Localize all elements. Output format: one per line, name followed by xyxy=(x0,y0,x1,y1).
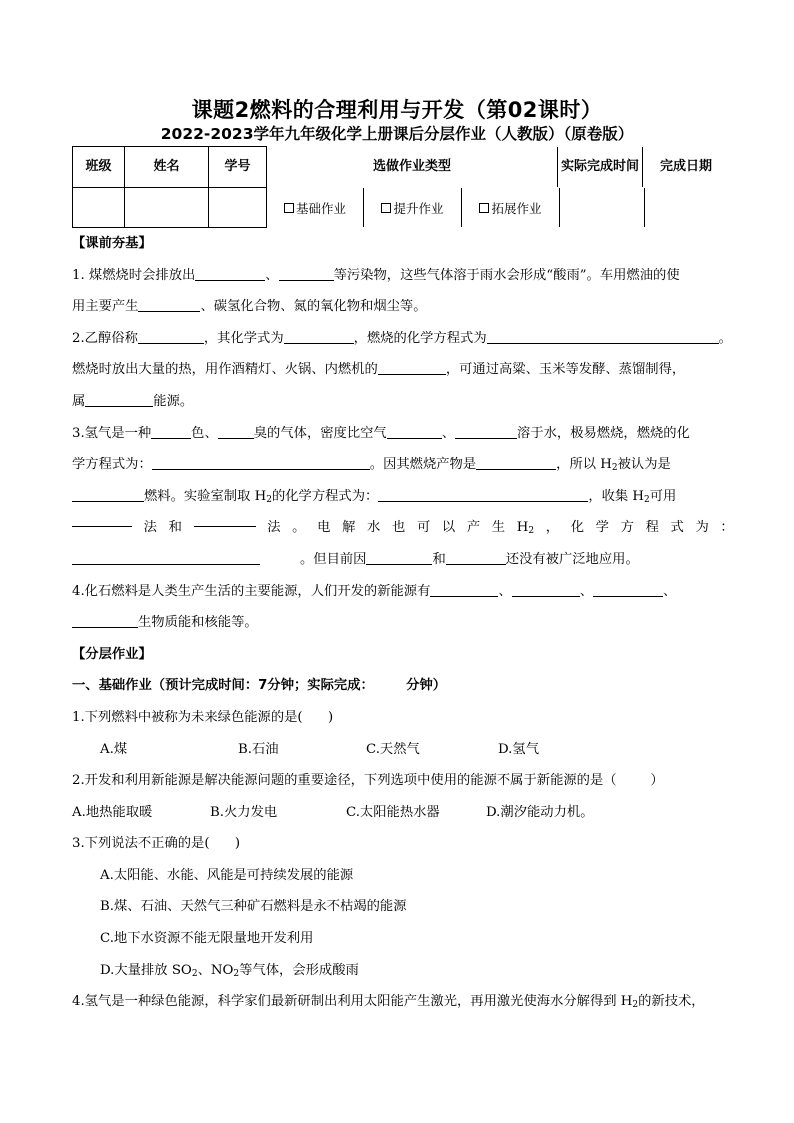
header-homework-type: 选做作业类型 xyxy=(267,147,558,187)
option-a[interactable]: A.地热能取暖 xyxy=(72,804,153,820)
blank[interactable] xyxy=(72,512,132,527)
option-extend[interactable]: 拓展作业 xyxy=(462,188,560,227)
blank[interactable] xyxy=(85,392,153,407)
blank[interactable] xyxy=(455,424,517,439)
blank[interactable] xyxy=(195,266,265,281)
cell-student-id[interactable] xyxy=(209,188,267,228)
option-a[interactable]: A.太阳能、水能、风能是可持续发展的能源 xyxy=(100,867,354,883)
option-basic[interactable]: 基础作业 xyxy=(267,188,364,227)
blank[interactable] xyxy=(72,487,144,502)
blank[interactable] xyxy=(218,424,254,439)
blank[interactable] xyxy=(72,613,138,628)
mc-question-2-stem: 2.开发和利用新能源是解决能源问题的重要途径，下列选项中使用的能源不属于新能源的是（ ） xyxy=(72,773,664,789)
section-heading-preclass: 【课前夯基】 xyxy=(72,236,152,251)
worksheet-content xyxy=(72,228,734,1018)
cell-class[interactable] xyxy=(73,188,125,228)
header-completion-date: 完成日期 xyxy=(643,147,730,187)
blank[interactable] xyxy=(593,582,663,597)
question-3-line-5: 。但目前因 和 还没有被广泛地应用。 xyxy=(72,544,734,576)
blank[interactable] xyxy=(378,487,588,502)
option-c[interactable]: C.太阳能热水器 xyxy=(346,804,440,820)
question-3-line-2: 学方程式为： 。因其燃烧产物是 ，所以 $H_2$被认为是 xyxy=(72,457,671,474)
blank[interactable] xyxy=(138,297,200,312)
blank[interactable] xyxy=(366,550,432,565)
question-2-line-1: 2.乙醇俗称 ，其化学式为 ，燃烧的化学方程式为 。 xyxy=(72,330,732,346)
cell-completion-date[interactable] xyxy=(645,188,732,227)
page-subtitle: 2022-2023学年九年级化学上册课后分层作业（人教版）（原卷版） xyxy=(160,125,634,143)
option-c[interactable]: C.天然气 xyxy=(366,741,420,757)
mc-question-3-stem: 3.下列说法不正确的是( ) xyxy=(72,836,241,852)
blank[interactable] xyxy=(152,455,370,470)
option-a[interactable]: A.煤 xyxy=(100,741,128,757)
option-d[interactable]: D.氢气 xyxy=(498,741,540,757)
mc-question-2-options xyxy=(72,797,734,829)
mc-question-1-options xyxy=(72,734,734,766)
section-heading-layered: 【分层作业】 xyxy=(72,646,152,662)
page-title: 课题2燃料的合理利用与开发（第02课时） xyxy=(191,98,603,122)
header-actual-time: 实际完成时间 xyxy=(558,147,643,187)
option-improve[interactable]: 提升作业 xyxy=(364,188,462,227)
cell-actual-time[interactable] xyxy=(560,188,645,227)
checkbox-icon xyxy=(284,203,294,213)
blank[interactable] xyxy=(194,512,256,527)
blank[interactable] xyxy=(378,360,446,375)
question-1-line-1: 1. 煤燃烧时会排放出 、 等污染物，这些气体溶于雨水会形成“酸雨”。车用燃油的使 xyxy=(72,267,680,283)
blank[interactable] xyxy=(430,582,498,597)
option-d[interactable]: D.大量排放 $SO_2$、$NO_2$等气体，会形成酸雨 xyxy=(100,962,359,979)
option-c[interactable]: C.地下水资源不能无限量地开发利用 xyxy=(100,931,314,947)
blank[interactable] xyxy=(476,455,556,470)
header-name: 姓名 xyxy=(125,147,209,188)
blank[interactable] xyxy=(284,329,354,344)
option-b[interactable]: B.火力发电 xyxy=(210,804,278,820)
header-student-id: 学号 xyxy=(209,147,267,188)
question-3-line-3: 燃料。实验室制取 $H_2$的化学方程式为： ，收集 $H_2$可用 xyxy=(72,481,734,513)
question-4-line-1: 4.化石燃料是人类生产生活的主要能源，人们开发的新能源有 、 、 、 xyxy=(72,583,677,599)
question-3-line-1: 3.氢气是一种 色、 臭的气体，密度比空气 、 溶于水，极易燃烧，燃烧的化 xyxy=(72,425,690,441)
mc-question-4-stem: 4.氢气是一种绿色能源，科学家们最新研制出利用太阳能产生激光，再用激光使海水分解得到 $H_2$的新技术， xyxy=(72,994,705,1011)
blank[interactable] xyxy=(487,329,719,344)
blank[interactable] xyxy=(387,424,442,439)
cell-name[interactable] xyxy=(125,188,209,228)
checkbox-icon xyxy=(479,203,489,213)
question-2-line-3: 属 能源。 xyxy=(72,393,194,409)
question-2-line-2: 燃烧时放出大量的热，用作酒精灯、火锅、内燃机的 ，可通过高粱、玉米等发酵、蒸馏制得， xyxy=(72,362,686,378)
option-b[interactable]: B.石油 xyxy=(238,741,279,757)
option-b[interactable]: B.煤、石油、天然气三种矿石燃料是永不枯竭的能源 xyxy=(100,899,407,915)
blank[interactable] xyxy=(151,424,191,439)
question-1-line-2: 用主要产生 、碳氢化合物、氮的氧化物和烟尘等。 xyxy=(72,299,427,315)
question-4-line-2: 生物质能和核能等。 xyxy=(72,607,734,639)
checkbox-icon xyxy=(381,203,391,213)
blank[interactable] xyxy=(138,329,204,344)
option-d[interactable]: D.潮汐能动力机。 xyxy=(486,804,594,820)
header-class: 班级 xyxy=(73,147,125,188)
blank[interactable] xyxy=(446,550,506,565)
question-3-line-4: 法 和 法 。 电 解 水 也 可 以 产 生 $H_2$ ， 化 学 方 程 式 为 ： xyxy=(72,512,734,544)
blank[interactable] xyxy=(279,266,334,281)
info-table xyxy=(72,146,727,228)
blank[interactable] xyxy=(72,550,260,565)
basic-homework-heading: 一、基础作业（预计完成时间：7分钟；实际完成： 分钟） xyxy=(72,678,447,694)
mc-question-1-stem: 1.下列燃料中被称为未来绿色能源的是( ) xyxy=(72,709,334,725)
blank[interactable] xyxy=(512,582,580,597)
